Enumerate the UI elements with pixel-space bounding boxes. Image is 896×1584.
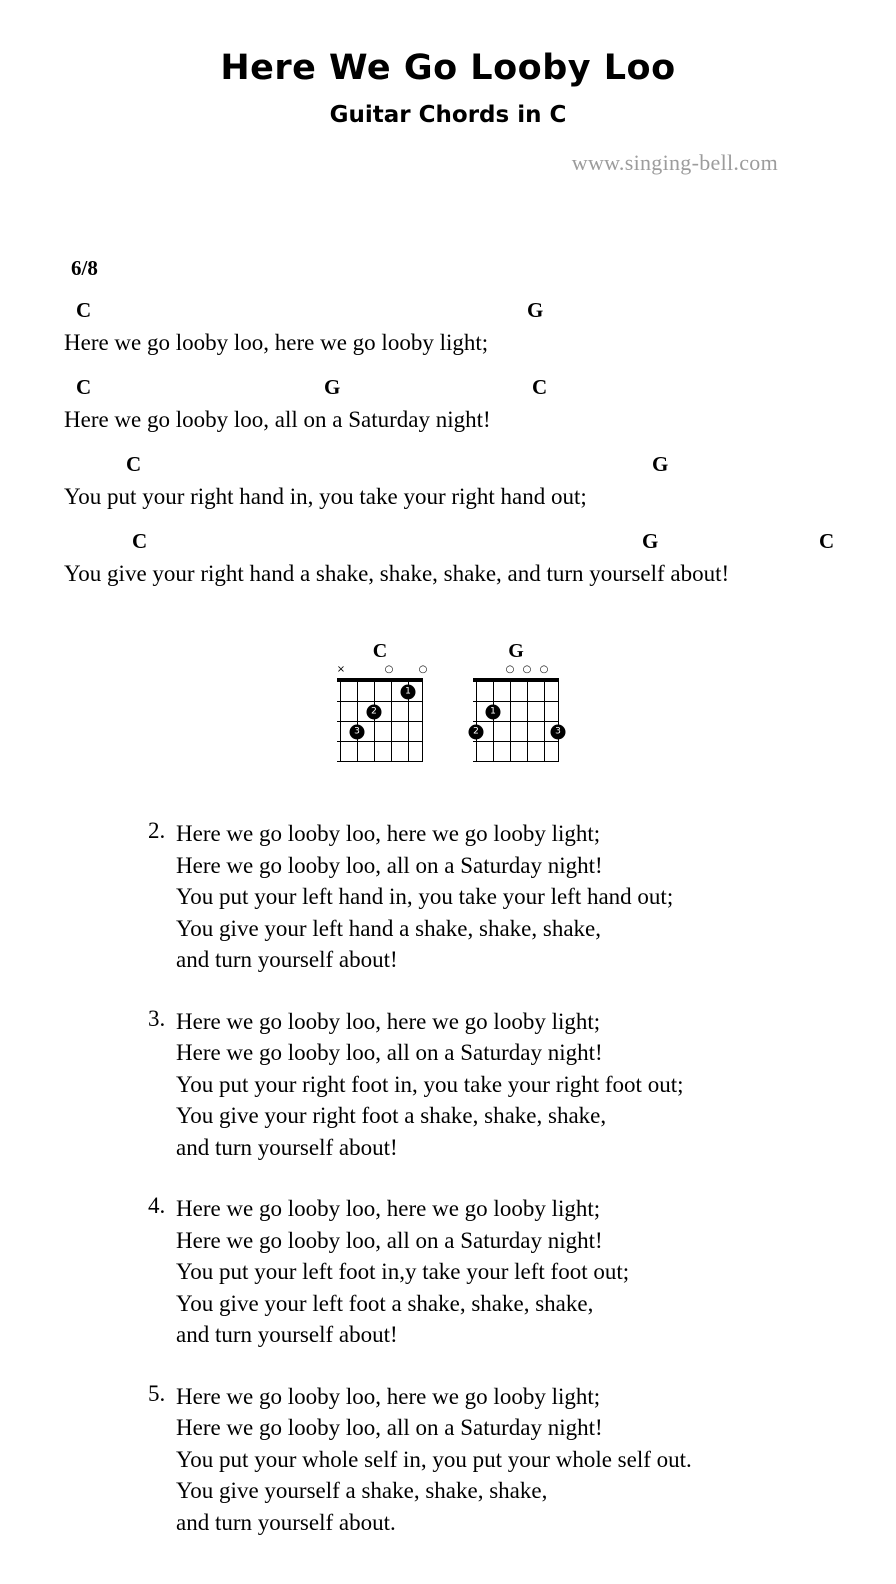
muted-string-icon: [337, 664, 345, 676]
verse-line: and turn yourself about.: [176, 1509, 396, 1535]
fret-line: [337, 761, 423, 762]
lyric-line: You give your right hand a shake, shake, shake, and turn yourself about!: [64, 561, 730, 586]
finger-dot: 1: [486, 705, 501, 720]
verse-line: Here we go looby loo, all on a Saturday night!: [176, 852, 603, 878]
open-string-icon: [523, 664, 532, 676]
chord-label: C: [532, 375, 548, 399]
string-line: [422, 682, 423, 762]
verse-3: [148, 1006, 848, 1164]
chord-row: [64, 375, 884, 405]
lyric-line: You put your right hand in, you take your right hand out;: [64, 484, 587, 509]
verse-line: Here we go looby loo, here we go looby light;: [176, 1196, 601, 1221]
chord-diagram-name: C: [372, 640, 388, 662]
chord-label: C: [132, 529, 148, 553]
chord-label: G: [642, 529, 659, 553]
verse-4: [148, 1193, 848, 1351]
chord-label: C: [76, 298, 92, 322]
string-line: [374, 682, 375, 762]
string-line: [357, 682, 358, 762]
verse-number: 4.: [148, 1193, 166, 1218]
chorus-line-1: [64, 298, 884, 375]
verse-number: 2.: [148, 818, 166, 843]
time-signature: 6/8: [71, 256, 98, 280]
open-string-icon: [419, 664, 428, 676]
verse-line: You give your left foot a shake, shake, shake,: [176, 1290, 594, 1316]
string-line: [558, 682, 559, 762]
page-subtitle: Guitar Chords in C: [329, 102, 567, 128]
fret-line: [337, 721, 423, 722]
chord-diagram-name: G: [508, 640, 524, 662]
string-line: [476, 682, 477, 762]
verse-line: and turn yourself about!: [176, 1134, 398, 1160]
verses-section: [148, 818, 848, 1568]
verse-lines: [176, 1006, 848, 1164]
verse-line: You put your whole self in, you put your whole self out.: [176, 1446, 692, 1472]
verse-lines: [176, 1381, 848, 1539]
fret-line: [473, 761, 559, 762]
finger-dot: 3: [350, 725, 365, 740]
verse-line: Here we go looby loo, all on a Saturday night!: [176, 1040, 603, 1065]
verse-line: Here we go looby loo, all on a Saturday night!: [176, 1415, 603, 1440]
fret-line: [473, 721, 559, 722]
string-line: [510, 682, 511, 762]
fret-line: [337, 701, 423, 702]
open-string-icon: [506, 664, 515, 676]
lyric-line: Here we go looby loo, here we go looby light;: [64, 330, 489, 355]
open-muted-markers: [337, 664, 423, 678]
chorus-line-3: [64, 452, 884, 529]
chord-row: [64, 529, 884, 559]
verse-5: [148, 1381, 848, 1539]
string-line: [340, 682, 341, 762]
lyric-line: Here we go looby loo, all on a Saturday night!: [64, 407, 491, 432]
chord-label: G: [652, 452, 669, 476]
chord-diagrams: [0, 640, 896, 762]
open-string-icon: [385, 664, 394, 676]
verse-lines: [176, 818, 848, 976]
string-line: [391, 682, 392, 762]
verse-line: You give your right foot a shake, shake, shake,: [176, 1103, 607, 1128]
chord-label: C: [819, 529, 835, 553]
finger-dot: 2: [469, 725, 484, 740]
page-title: Here We Go Looby Loo: [220, 48, 676, 88]
fretboard-grid: [337, 678, 423, 762]
verse-line: You put your left foot in,y take your left foot out;: [176, 1259, 630, 1284]
website-credit: www.singing-bell.com: [571, 150, 778, 175]
fret-line: [473, 701, 559, 702]
open-string-icon: [540, 664, 549, 676]
verse-line: and turn yourself about!: [176, 947, 398, 972]
verse-line: Here we go looby loo, here we go looby light;: [176, 1383, 601, 1409]
verse-line: You give your left hand a shake, shake, shake,: [176, 915, 601, 941]
fret-line: [337, 741, 423, 742]
chord-diagram-g: [470, 640, 562, 762]
verse-line: Here we go looby loo, here we go looby light;: [176, 821, 601, 846]
verse-2: [148, 818, 848, 976]
song-sheet-page: [0, 48, 896, 1584]
string-line: [493, 682, 494, 762]
fret-line: [473, 741, 559, 742]
chord-row: [64, 452, 884, 482]
chord-label: C: [76, 375, 92, 399]
verse-number: 5.: [148, 1380, 166, 1406]
open-muted-markers: [473, 664, 559, 678]
chord-label: G: [527, 298, 544, 322]
verse-line: Here we go looby loo, all on a Saturday night!: [176, 1227, 603, 1253]
verse-line: Here we go looby loo, here we go looby light;: [176, 1008, 601, 1034]
finger-dot: 3: [551, 725, 566, 740]
verse-line: You put your right foot in, you take your right foot out;: [176, 1071, 684, 1097]
chorus-line-4: [64, 529, 884, 606]
chord-diagram-c: [334, 640, 426, 762]
verse-lines: [176, 1193, 848, 1351]
string-line: [544, 682, 545, 762]
chorus-section: [64, 298, 884, 606]
chord-row: [64, 298, 884, 328]
finger-dot: 2: [367, 705, 382, 720]
verse-line: You put your left hand in, you take your left hand out;: [176, 884, 674, 909]
fretboard-grid: [473, 678, 559, 762]
chorus-line-2: [64, 375, 884, 452]
verse-line: and turn yourself about!: [176, 1322, 398, 1347]
chord-label: C: [126, 452, 142, 476]
verse-number: 3.: [148, 1005, 166, 1031]
chord-label: G: [324, 375, 341, 399]
verse-line: You give yourself a shake, shake, shake,: [176, 1478, 548, 1503]
string-line: [527, 682, 528, 762]
finger-dot: 1: [401, 685, 416, 700]
